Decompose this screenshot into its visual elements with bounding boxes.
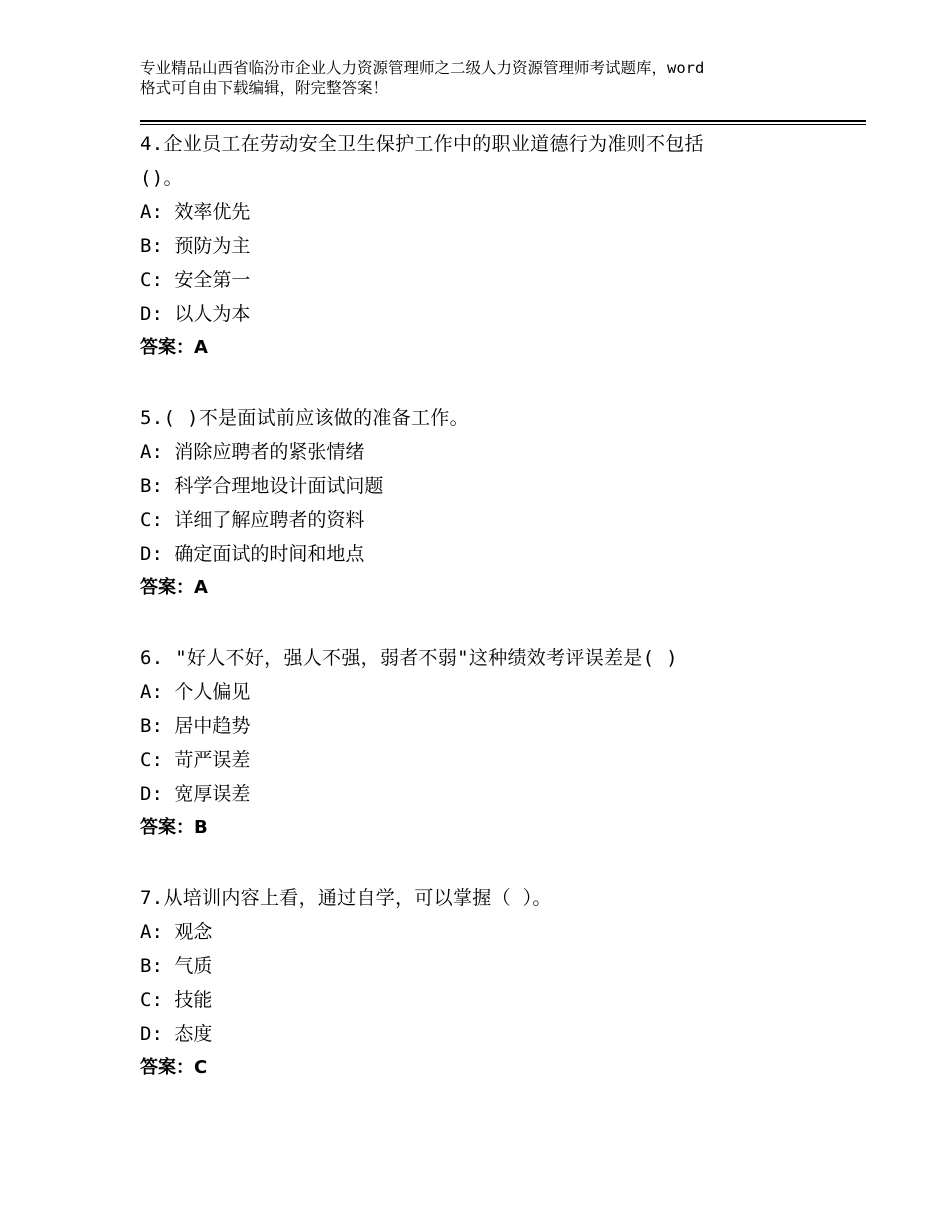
question-stem-continuation: ()。: [140, 167, 183, 189]
option-a: A: 观念: [140, 921, 213, 943]
question-5: [140, 401, 840, 607]
answer-label: 答案：A: [140, 577, 208, 598]
answer-label: 答案：A: [140, 337, 208, 358]
header-line-1: 专业精品山西省临汾市企业人力资源管理师之二级人力资源管理师考试题库，word: [140, 59, 705, 77]
option-c: C: 苛严误差: [140, 749, 251, 771]
question-6: [140, 641, 840, 847]
option-b: B: 气质: [140, 955, 213, 977]
option-d: D: 以人为本: [140, 303, 251, 325]
header-line-2: 格式可自由下载编辑，附完整答案！: [140, 79, 389, 97]
document-header: [140, 58, 830, 98]
question-4: [140, 127, 840, 367]
option-a: A: 个人偏见: [140, 681, 251, 703]
option-a: A: 消除应聘者的紧张情绪: [140, 441, 365, 463]
header-divider-thick: [140, 120, 866, 122]
option-b: B: 预防为主: [140, 235, 251, 257]
answer-label: 答案：C: [140, 1057, 208, 1078]
question-stem: 7.从培训内容上看，通过自学，可以掌握（ ）。: [140, 887, 552, 909]
option-a: A: 效率优先: [140, 201, 251, 223]
option-d: D: 宽厚误差: [140, 783, 251, 805]
question-7: [140, 881, 840, 1087]
option-c: C: 安全第一: [140, 269, 251, 291]
question-stem: 5.( )不是面试前应该做的准备工作。: [140, 407, 469, 429]
question-stem: 4.企业员工在劳动安全卫生保护工作中的职业道德行为准则不包括: [140, 133, 704, 155]
option-d: D: 确定面试的时间和地点: [140, 543, 365, 565]
question-stem: 6. "好人不好，强人不强，弱者不弱"这种绩效考评误差是( ): [140, 647, 678, 669]
option-b: B: 科学合理地设计面试问题: [140, 475, 384, 497]
question-list: [140, 127, 840, 1121]
header-divider-thin: [140, 124, 866, 125]
answer-label: 答案：B: [140, 817, 208, 838]
option-b: B: 居中趋势: [140, 715, 251, 737]
option-c: C: 详细了解应聘者的资料: [140, 509, 365, 531]
option-c: C: 技能: [140, 989, 213, 1011]
option-d: D: 态度: [140, 1023, 213, 1045]
